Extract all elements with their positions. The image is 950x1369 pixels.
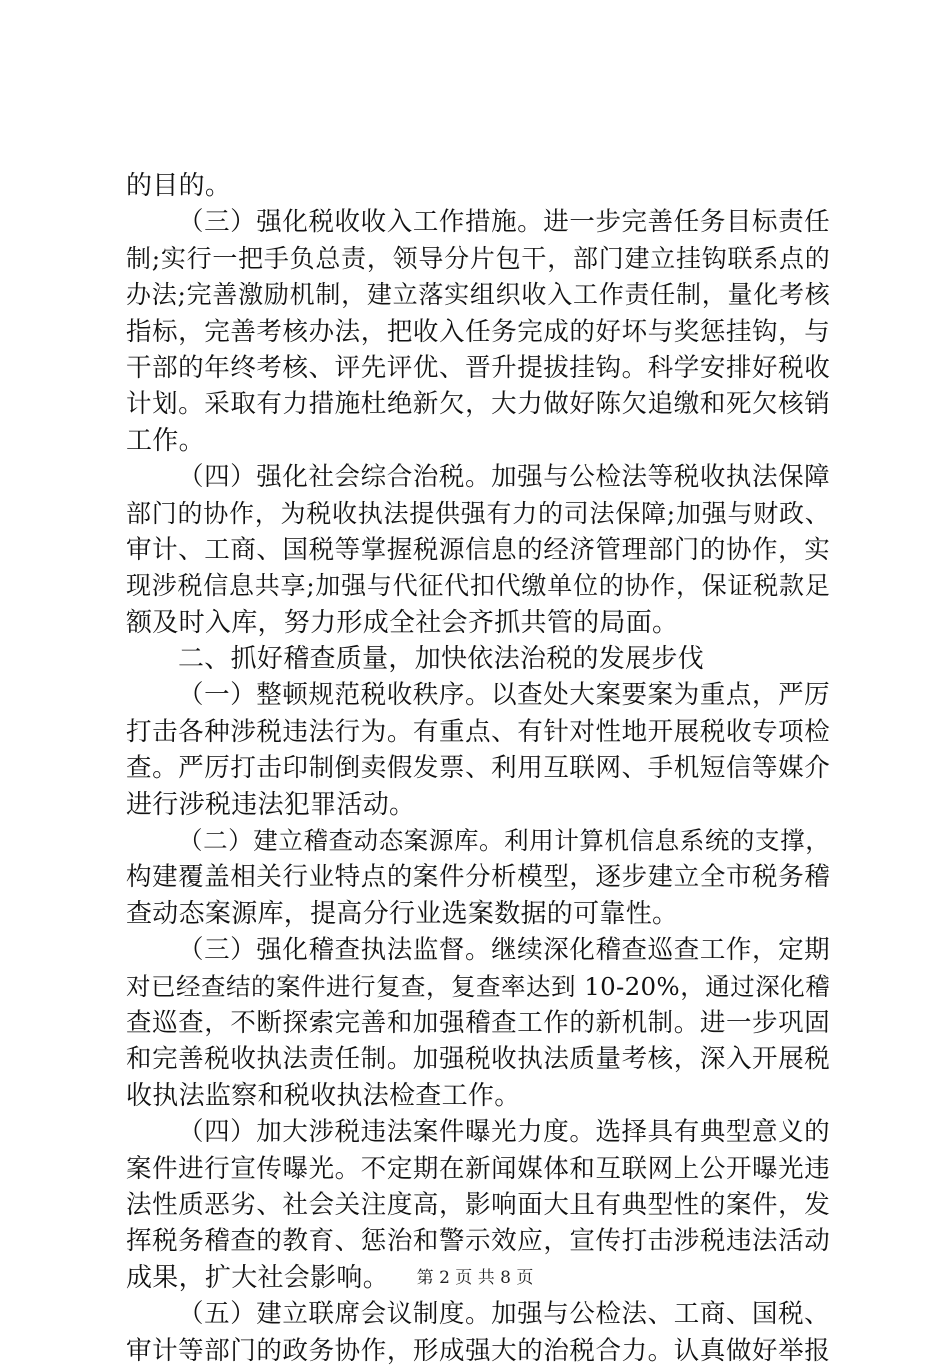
text-line: 成果，扩大社会影响。 bbox=[126, 1262, 390, 1293]
text-line: 进行涉税违法犯罪活动。 bbox=[126, 789, 416, 820]
text-line: （三）强化税收收入工作措施。进一步完善任务目标责任 bbox=[178, 207, 830, 238]
text-line: 对已经查结的案件进行复查，复查率达到 10-20%，通过深化稽 bbox=[126, 971, 830, 1001]
text-line: 收执法监察和税收执法检查工作。 bbox=[126, 1080, 521, 1111]
text-line: 法性质恶劣、社会关注度高，影响面大且有典型性的案件，发 bbox=[126, 1189, 830, 1220]
text-line: 二、抓好稽查质量，加快依法治税的发展步伐 bbox=[178, 644, 705, 675]
text-line: （三）强化稽查执法监督。继续深化稽查巡查工作，定期 bbox=[178, 935, 830, 966]
text-line: 额及时入库，努力形成全社会齐抓共管的局面。 bbox=[126, 607, 679, 638]
text-line: 的目的。 bbox=[126, 171, 232, 201]
text-line: （一）整顿规范税收秩序。以查处大案要案为重点，严厉 bbox=[178, 680, 830, 711]
text-line: 查。严厉打击印制倒卖假发票、利用互联网、手机短信等媒介 bbox=[126, 753, 830, 784]
text-line: 查动态案源库，提高分行业选案数据的可靠性。 bbox=[126, 898, 679, 929]
text-line: 计划。采取有力措施杜绝新欠，大力做好陈欠追缴和死欠核销 bbox=[126, 389, 830, 420]
text-line: 办法;完善激励机制，建立落实组织收入工作责任制，量化考核 bbox=[126, 280, 830, 310]
text-line: （四）强化社会综合治税。加强与公检法等税收执法保障 bbox=[178, 462, 830, 493]
document-body bbox=[126, 168, 830, 1369]
text-line: 和完善税收执法责任制。加强税收执法质量考核，深入开展税 bbox=[126, 1044, 830, 1075]
text-line: 审计等部门的政务协作，形成强大的治税合力。认真做好举报 bbox=[126, 1335, 830, 1366]
text-line: 指标，完善考核办法，把收入任务完成的好坏与奖惩挂钩，与 bbox=[126, 316, 830, 347]
text-line: 打击各种涉税违法行为。有重点、有针对性地开展税收专项检 bbox=[126, 716, 830, 747]
text-line: 挥税务稽查的教育、惩治和警示效应，宣传打击涉税违法活动 bbox=[126, 1226, 830, 1257]
text-line: 部门的协作，为税收执法提供强有力的司法保障;加强与财政、 bbox=[126, 498, 830, 528]
text-line: 制;实行一把手负总责，领导分片包干，部门建立挂钩联系点的 bbox=[126, 243, 830, 273]
text-line: （五）建立联席会议制度。加强与公检法、工商、国税、 bbox=[178, 1299, 830, 1330]
text-line: （四）加大涉税违法案件曝光力度。选择具有典型意义的 bbox=[178, 1117, 830, 1148]
text-line: 审计、工商、国税等掌握税源信息的经济管理部门的协作，实 bbox=[126, 534, 830, 565]
text-line: （二）建立稽查动态案源库。利用计算机信息系统的支撑， bbox=[178, 826, 830, 856]
text-line: 干部的年终考核、评先评优、晋升提拔挂钩。科学安排好税收 bbox=[126, 352, 830, 383]
text-line: 案件进行宣传曝光。不定期在新闻媒体和互联网上公开曝光违 bbox=[126, 1153, 830, 1184]
text-line: 工作。 bbox=[126, 425, 205, 456]
text-line: 现涉税信息共享;加强与代征代扣代缴单位的协作，保证税款足 bbox=[126, 571, 830, 601]
page-footer: 第 2 页 共 8 页 bbox=[416, 1268, 534, 1288]
text-line: 查巡查，不断探索完善和加强稽查工作的新机制。进一步巩固 bbox=[126, 1007, 830, 1038]
text-line: 构建覆盖相关行业特点的案件分析模型，逐步建立全市税务稽 bbox=[126, 862, 830, 893]
